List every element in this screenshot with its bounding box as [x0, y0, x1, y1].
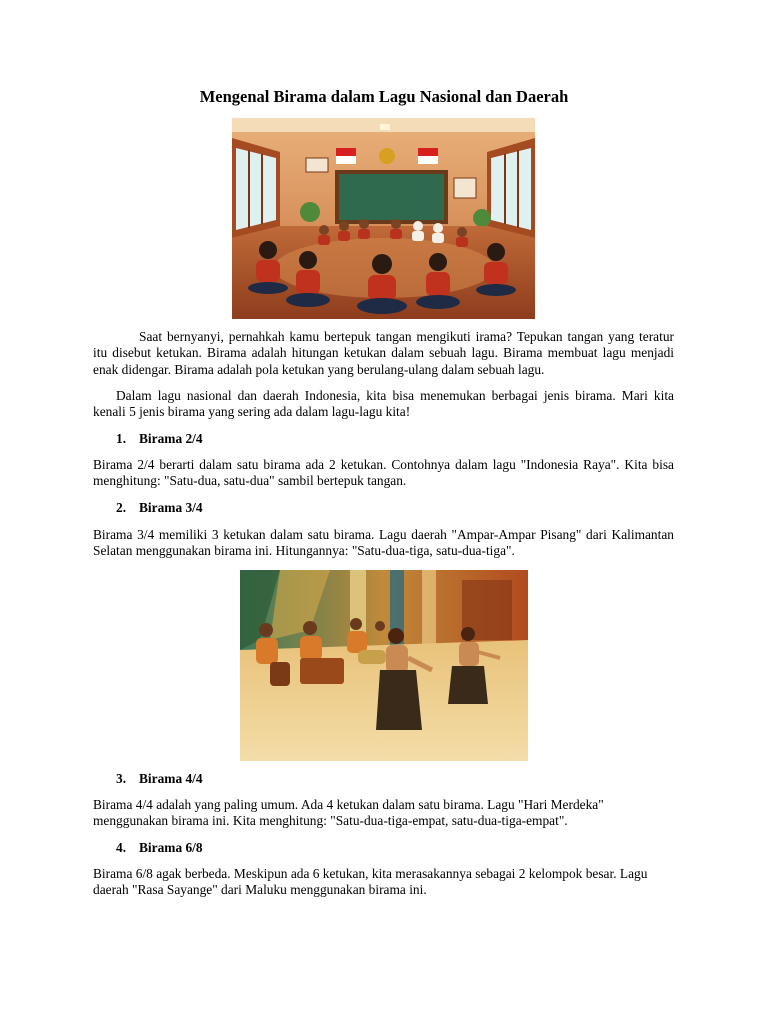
section-heading-3	[116, 771, 203, 787]
section-body-2: Birama 3/4 memiliki 3 ketukan dalam satu birama. Lagu daerah "Ampar-Ampar Pisang" dari Kalimantan Selatan menggunakan birama ini. Hitungannya: "Satu-dua-tiga, satu-dua-tiga".	[93, 527, 674, 559]
document-title: Mengenal Birama dalam Lagu Nasional dan Daerah	[199, 87, 569, 106]
section-heading-2	[116, 500, 203, 516]
classroom-illustration	[232, 118, 535, 319]
section-number: 4.	[116, 840, 127, 855]
section-title: Birama 2/4	[139, 431, 203, 446]
section-title: Birama 6/8	[139, 840, 203, 855]
section-body-1: Birama 2/4 berarti dalam satu birama ada 2 ketukan. Contohnya dalam lagu "Indonesia Raya". Kita bisa menghitung: "Satu-dua, satu-dua" sambil bertepuk tangan.	[93, 457, 674, 489]
section-title: Birama 3/4	[139, 500, 203, 515]
intro-paragraph-2: Dalam lagu nasional dan daerah Indonesia, kita bisa menemukan berbagai jenis birama. Mari kita kenali 5 jenis birama yang sering ada dalam lagu-lagu kita!	[93, 388, 674, 420]
section-body-4: Birama 6/8 agak berbeda. Meskipun ada 6 ketukan, kita merasakannya sebagai 2 kelompok besar. Lagu daerah "Rasa Sayange" dari Maluku menggunakan birama ini.	[93, 866, 648, 898]
section-number: 1.	[116, 431, 127, 446]
intro-paragraph-1: Saat bernyanyi, pernahkah kamu bertepuk tangan mengikuti irama? Tepukan tangan yang teratur itu disebut ketukan. Birama adalah hitungan ketukan dalam sebuah lagu. Birama membuat lagu menjadi enak didengar. Birama adalah pola ketukan yang berulang-ulang dalam sebuah lagu.	[93, 329, 674, 377]
section-title: Birama 4/4	[139, 771, 203, 786]
section-heading-1	[116, 431, 203, 447]
section-number: 2.	[116, 500, 127, 515]
section-body-3: Birama 4/4 adalah yang paling umum. Ada 4 ketukan dalam satu birama. Lagu "Hari Merdeka" menggunakan birama ini. Kita menghitung: "Satu-dua-tiga-empat, satu-dua-tiga-empat".	[93, 797, 604, 829]
dance-illustration	[240, 570, 528, 761]
section-heading-4	[116, 840, 203, 856]
section-number: 3.	[116, 771, 127, 786]
